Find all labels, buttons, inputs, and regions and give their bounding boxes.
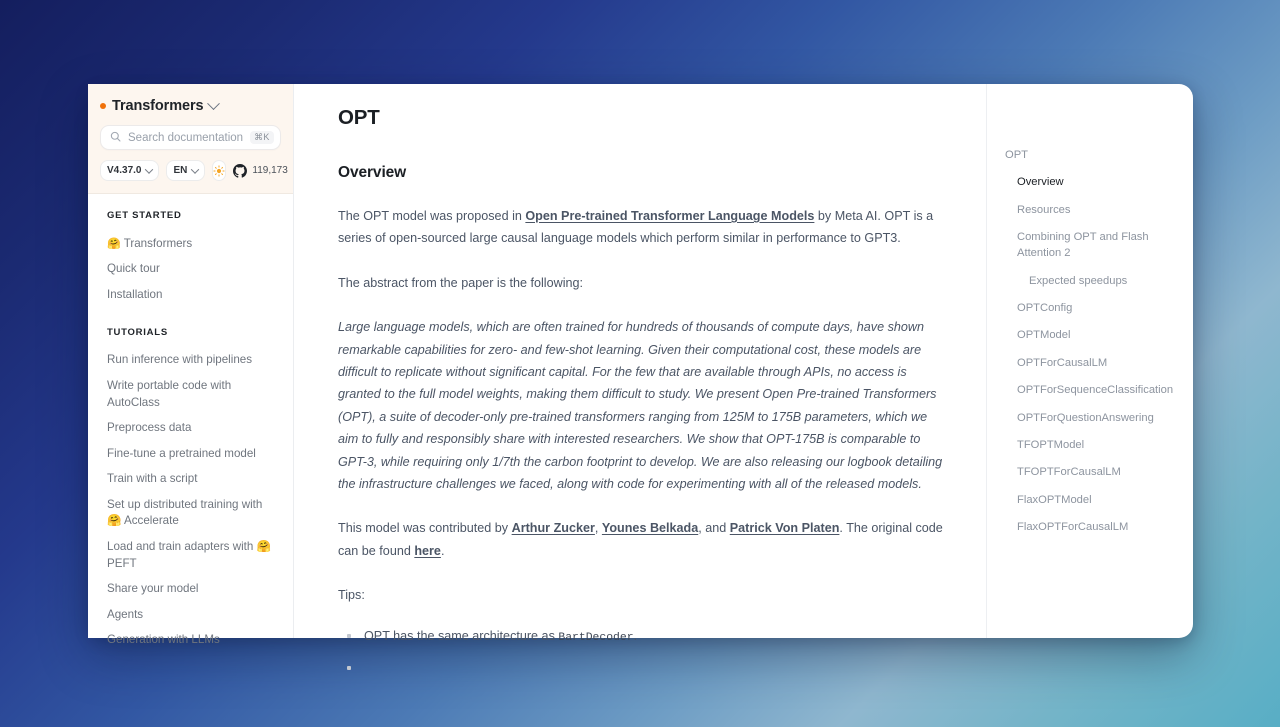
sidebar-item-load-and-train-adapters-with-peft[interactable]: Load and train adapters with 🤗 PEFT [107, 540, 271, 570]
contributor-link-patrick-von-platen[interactable]: Patrick Von Platen [729, 521, 840, 536]
sidebar-section-title: TUTORIALS [107, 326, 168, 338]
toc-item-flaxoptforcausallm[interactable]: FlaxOPTForCausalLM [1017, 521, 1129, 534]
search-input[interactable] [100, 125, 281, 150]
contrib-pre: This model was contributed by [338, 521, 512, 536]
section-heading-overview: Overview [338, 164, 407, 181]
theme-toggle-button[interactable] [212, 160, 226, 181]
toc-item-optforcausallm[interactable]: OPTForCausalLM [1017, 356, 1108, 369]
sidebar-item-train-with-a-script[interactable]: Train with a script [107, 472, 198, 486]
sidebar-item-generation-with-llms[interactable]: Generation with LLMs [107, 633, 220, 647]
search-placeholder: Search documentation [128, 131, 244, 144]
inline-code: BartDecoder [558, 631, 634, 644]
toc-item-overview[interactable]: Overview [1017, 176, 1064, 189]
left-sidebar [88, 84, 294, 647]
sidebar-item-quick-tour[interactable]: Quick tour [107, 262, 160, 276]
chevron-down-icon[interactable] [208, 97, 221, 110]
search-icon [110, 129, 121, 147]
app-window [88, 84, 1193, 647]
intro-text-post: by Meta AI. OPT is a series of open-sourced large causal language models which perform similar in performance to GPT3. [338, 209, 934, 246]
contrib-mid: . The original code can be found [338, 521, 943, 558]
language-value: EN [173, 165, 188, 176]
sidebar-section-title: GET STARTED [107, 210, 182, 221]
main-content [294, 84, 986, 644]
sidebar-item-run-inference-with-pipelines[interactable]: Run inference with pipelines [107, 353, 253, 367]
toc-item-opt[interactable]: OPT [1005, 149, 1028, 161]
abstract-paragraph: Large language models, which are often trained for hundreds of thousands of compute days, have shown remarkable capabilities for zero- and few-shot learning. Given their computational cost, these models are difficult to replicate without significant capital. For the few that are available through APIs, no access is granted to the full model weights, making them difficult to study. We present Open Pre-trained Transformers (OPT), a suite of decoder-only pre-trained transformers ranging from 125M to 175B parameters, which we aim to fully and responsibly share with interested researchers. We show that OPT-175B is comparable to GPT-3, while requiring only 1/7th the carbon footprint to develop. We are also releasing our logbook detailing the infrastructure challenges we faced, along with code for experimenting with all of the released models. [338, 320, 943, 492]
contrib-sep1: , [594, 521, 602, 536]
version-select[interactable] [100, 160, 159, 181]
brand-dot-icon [100, 103, 106, 109]
sidebar-item-share-your-model[interactable]: Share your model [107, 582, 199, 596]
search-shortcut-badge: ⌘K [250, 131, 274, 144]
github-stars[interactable] [233, 164, 287, 178]
sidebar-item-write-portable-code-with-autoclass[interactable]: Write portable code with AutoClass [107, 378, 232, 409]
sidebar-item-preprocess-data[interactable]: Preprocess data [107, 421, 192, 435]
chevron-down-icon [191, 165, 199, 173]
intro-paragraph [338, 205, 944, 250]
tip-text-pre: OPT has the same architecture as [364, 628, 559, 643]
toc-item-tfoptmodel[interactable]: TFOPTModel [1017, 438, 1085, 451]
brand-name: Transformers [112, 98, 204, 114]
contrib-end: . [440, 543, 445, 558]
page-title: OPT [338, 106, 380, 129]
intro-text-pre: The OPT model was proposed in [338, 209, 526, 223]
brand-selector[interactable] [100, 98, 281, 114]
table-of-contents [986, 84, 1193, 638]
github-star-count: 119,173 [252, 165, 288, 176]
toc-item-resources[interactable]: Resources [1017, 203, 1071, 216]
contrib-sep2: , and [698, 521, 730, 536]
toc-item-combining-opt-and-flash-attention-2[interactable]: Combining OPT and Flash Attention 2 [1017, 231, 1149, 260]
toc-item-optmodel[interactable]: OPTModel [1017, 329, 1071, 342]
sidebar-item-set-up-distributed-training-with-accelerate[interactable]: Set up distributed training with 🤗 Accelerate [107, 497, 263, 528]
github-icon [233, 164, 247, 178]
sun-icon [213, 165, 225, 177]
tips-list [338, 625, 944, 648]
sidebar-header [88, 84, 293, 194]
tip-text-post: . [633, 628, 638, 643]
language-select[interactable] [166, 160, 205, 181]
sidebar-nav [88, 194, 293, 652]
clipped-list-item [338, 657, 944, 669]
contributor-link-arthur-zucker[interactable]: Arthur Zucker [511, 521, 595, 536]
toc-item-tfoptforcausallm[interactable]: TFOPTForCausalLM [1017, 466, 1121, 479]
paper-link[interactable]: Open Pre-trained Transformer Language Models [525, 209, 815, 223]
toc-item-optforquestionanswering[interactable]: OPTForQuestionAnswering [1017, 411, 1154, 424]
contributors-paragraph [338, 517, 944, 562]
sidebar-controls [100, 160, 288, 181]
sidebar-item-fine-tune-a-pretrained-model[interactable]: Fine-tune a pretrained model [107, 446, 256, 460]
sidebar-item-label: Transformers [123, 236, 193, 250]
toc-item-optforsequenceclassification[interactable]: OPTForSequenceClassification [1017, 384, 1174, 397]
sidebar-item-installation[interactable]: Installation [107, 287, 163, 301]
sidebar-item-agents[interactable]: Agents [107, 607, 144, 621]
toc-item-flaxoptmodel[interactable]: FlaxOPTModel [1017, 493, 1092, 506]
toc-item-expected-speedups[interactable]: Expected speedups [1029, 274, 1128, 287]
original-code-link[interactable]: here [414, 543, 441, 558]
tips-label: Tips: [338, 588, 365, 603]
chevron-down-icon [145, 165, 153, 173]
abstract-lead: The abstract from the paper is the following: [338, 275, 584, 290]
contributor-link-younes-belkada[interactable]: Younes Belkada [601, 521, 699, 536]
toc-item-optconfig[interactable]: OPTConfig [1017, 301, 1073, 314]
list-item [338, 625, 944, 648]
version-value: V4.37.0 [107, 165, 142, 176]
hugging-face-icon: 🤗 [107, 237, 121, 250]
sidebar-item-transformers[interactable] [88, 231, 293, 257]
